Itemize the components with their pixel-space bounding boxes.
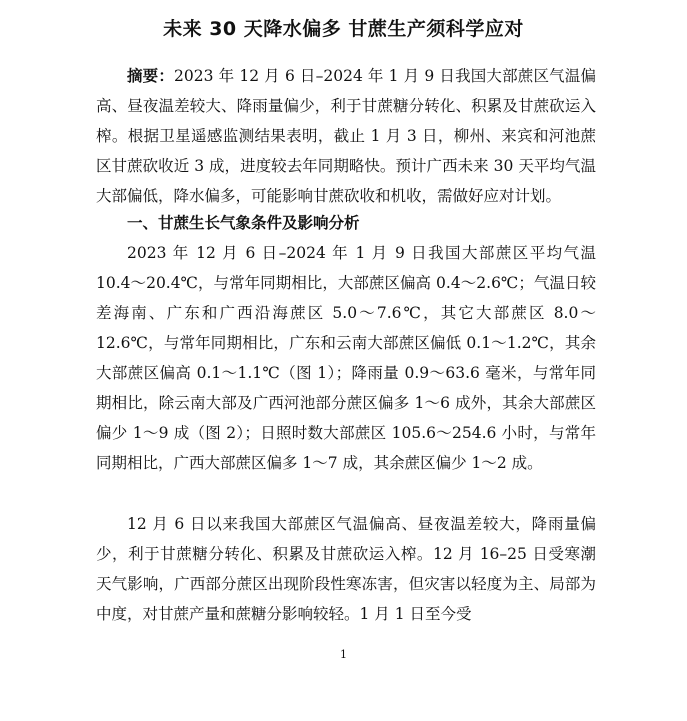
page-number: 1 bbox=[340, 648, 347, 661]
section-heading: 一、甘蔗生长气象条件及影响分析 bbox=[127, 214, 360, 232]
abstract-label: 摘要： bbox=[127, 67, 175, 85]
body-paragraph-2: 12 月 6 日以来我国大部蔗区气温偏高、昼夜温差较大，降雨量偏少，利于甘蔗糖分转化、积累及甘蔗砍运入榨。12 月 16–25 日受寒潮天气影响，广西部分蔗区出现阶段性寒冻害，但灾害以轻度为主、局部为中度，对甘蔗产量和蔗糖分影响较轻。1 月 1 日至今受 bbox=[96, 515, 596, 623]
document-title: 未来 30 天降水偏多 甘蔗生产须科学应对 bbox=[163, 18, 524, 40]
body-paragraph-1: 2023 年 12 月 6 日–2024 年 1 月 9 日我国大部蔗区平均气温 10.4～20.4℃，与常年同期相比，大部蔗区偏高 0.4～2.6℃；气温日较差海南、广东和广西沿海蔗区 5.0～7.6℃，其它大部蔗区 8.0～12.6℃，与常年同期相比，广东和云南大部蔗区偏低 0.1～1.2℃，其余大部蔗区偏高 0.1～1.1℃（图 1）；降雨量 0.9～63.6 毫米，与常年同期相比，除云南大部及广西河池部分蔗区偏多 1～6 成外，其余大部蔗区偏少 1～9 成（图 2）；日照时数大部蔗区 105.6～254.6 小时，与常年同期相比，广西大部蔗区偏多 1～7 成，其余蔗区偏少 1～2 成。 bbox=[96, 244, 596, 472]
abstract-text: 2023 年 12 月 6 日–2024 年 1 月 9 日我国大部蔗区气温偏高、昼夜温差较大、降雨量偏少，利于甘蔗糖分转化、积累及甘蔗砍运入榨。根据卫星遥感监测结果表明，截止 1 月 3 日，柳州、来宾和河池蔗区甘蔗砍收近 3 成，进度较去年同期略快。预计广西未来 30 天平均气温大部偏低，降水偏多，可能影响甘蔗砍收和机收，需做好应对计划。 bbox=[96, 67, 596, 205]
abstract-paragraph bbox=[96, 61, 596, 211]
